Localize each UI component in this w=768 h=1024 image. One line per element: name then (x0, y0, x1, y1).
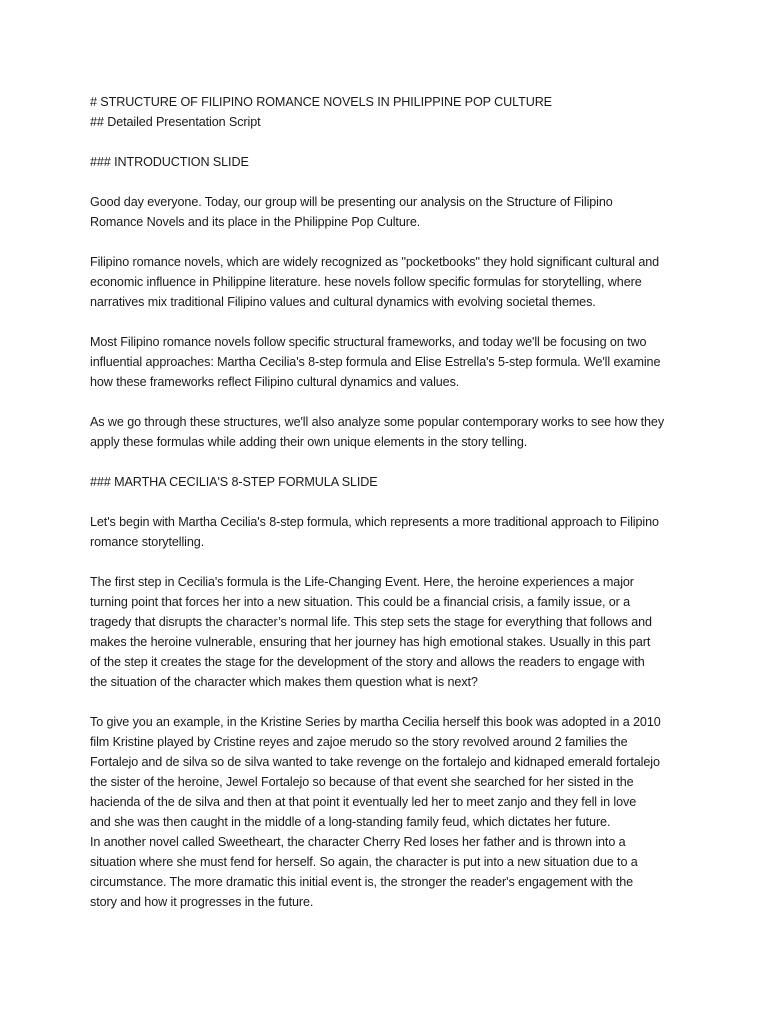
paragraph-line: story and how it progresses in the future. (90, 895, 314, 909)
document-body (90, 92, 690, 912)
paragraph-line: of the step it creates the stage for the development of the story and allows the readers to engage with (90, 655, 645, 669)
paragraph-line: Fortalejo and de silva so de silva wanted to take revenge on the fortalejo and kidnaped emerald fortalejo (90, 755, 660, 769)
section-heading-martha-cecilia: ### MARTHA CECILIA'S 8-STEP FORMULA SLIDE (90, 475, 378, 489)
paragraph-5 (90, 512, 690, 552)
paragraph-3 (90, 332, 690, 392)
paragraph-line: The first step in Cecilia's formula is the Life-Changing Event. Here, the heroine experiences a major (90, 575, 634, 589)
paragraph-2 (90, 252, 690, 312)
paragraph-4 (90, 412, 690, 452)
document-title: # STRUCTURE OF FILIPINO ROMANCE NOVELS IN PHILIPPINE POP CULTURE (90, 95, 552, 109)
paragraph-7 (90, 712, 690, 912)
paragraph-line: Good day everyone. Today, our group will be presenting our analysis on the Structure of Filipino (90, 195, 613, 209)
paragraph-line: Let's begin with Martha Cecilia's 8-step formula, which represents a more traditional approach to Filipino (90, 515, 659, 529)
paragraph-line: and she was then caught in the middle of a long-standing family feud, which dictates her future. (90, 815, 611, 829)
paragraph-line: the situation of the character which makes them question what is next? (90, 675, 478, 689)
paragraph-line: In another novel called Sweetheart, the character Cherry Red loses her father and is thrown into a (90, 835, 626, 849)
paragraph-line: As we go through these structures, we'll also analyze some popular contemporary works to see how they (90, 415, 665, 429)
paragraph-line: makes the heroine vulnerable, ensuring that her journey has high emotional stakes. Usually in this part (90, 635, 651, 649)
paragraph-line: circumstance. The more dramatic this initial event is, the stronger the reader's engagement with the (90, 875, 634, 889)
paragraph-6 (90, 572, 690, 692)
paragraph-line: apply these formulas while adding their own unique elements in the story telling. (90, 435, 528, 449)
paragraph-1 (90, 192, 690, 232)
paragraph-line: To give you an example, in the Kristine Series by martha Cecilia herself this book was adopted in a 2010 (90, 715, 661, 729)
paragraph-line: the sister of the heroine, Jewel Fortalejo so because of that event she searched for her sisted in the (90, 775, 634, 789)
section-heading-introduction: ### INTRODUCTION SLIDE (90, 155, 249, 169)
paragraph-line: Filipino romance novels, which are widely recognized as "pocketbooks" they hold significant cultural and (90, 255, 660, 269)
paragraph-line: romance storytelling. (90, 535, 205, 549)
paragraph-line: film Kristine played by Cristine reyes and zajoe merudo so the story revolved around 2 families the (90, 735, 628, 749)
paragraph-line: influential approaches: Martha Cecilia's 8-step formula and Elise Estrella's 5-step formula. We'll examine (90, 355, 661, 369)
paragraph-line: Romance Novels and its place in the Philippine Pop Culture. (90, 215, 421, 229)
document-subtitle: ## Detailed Presentation Script (90, 115, 261, 129)
paragraph-line: narratives mix traditional Filipino values and cultural dynamics with evolving societal themes. (90, 295, 596, 309)
paragraph-line: economic influence in Philippine literature. hese novels follow specific formulas for storytelling, where (90, 275, 642, 289)
paragraph-line: hacienda of the de silva and then at that point it eventually led her to meet zanjo and they fell in love (90, 795, 637, 809)
paragraph-line: Most Filipino romance novels follow specific structural frameworks, and today we'll be focusing on two (90, 335, 647, 349)
paragraph-line: tragedy that disrupts the character’s normal life. This step sets the stage for everything that follows and (90, 615, 652, 629)
paragraph-line: how these frameworks reflect Filipino cultural dynamics and values. (90, 375, 460, 389)
paragraph-line: turning point that forces her into a new situation. This could be a financial crisis, a family issue, or a (90, 595, 631, 609)
paragraph-line: situation where she must fend for herself. So again, the character is put into a new situation due to a (90, 855, 638, 869)
